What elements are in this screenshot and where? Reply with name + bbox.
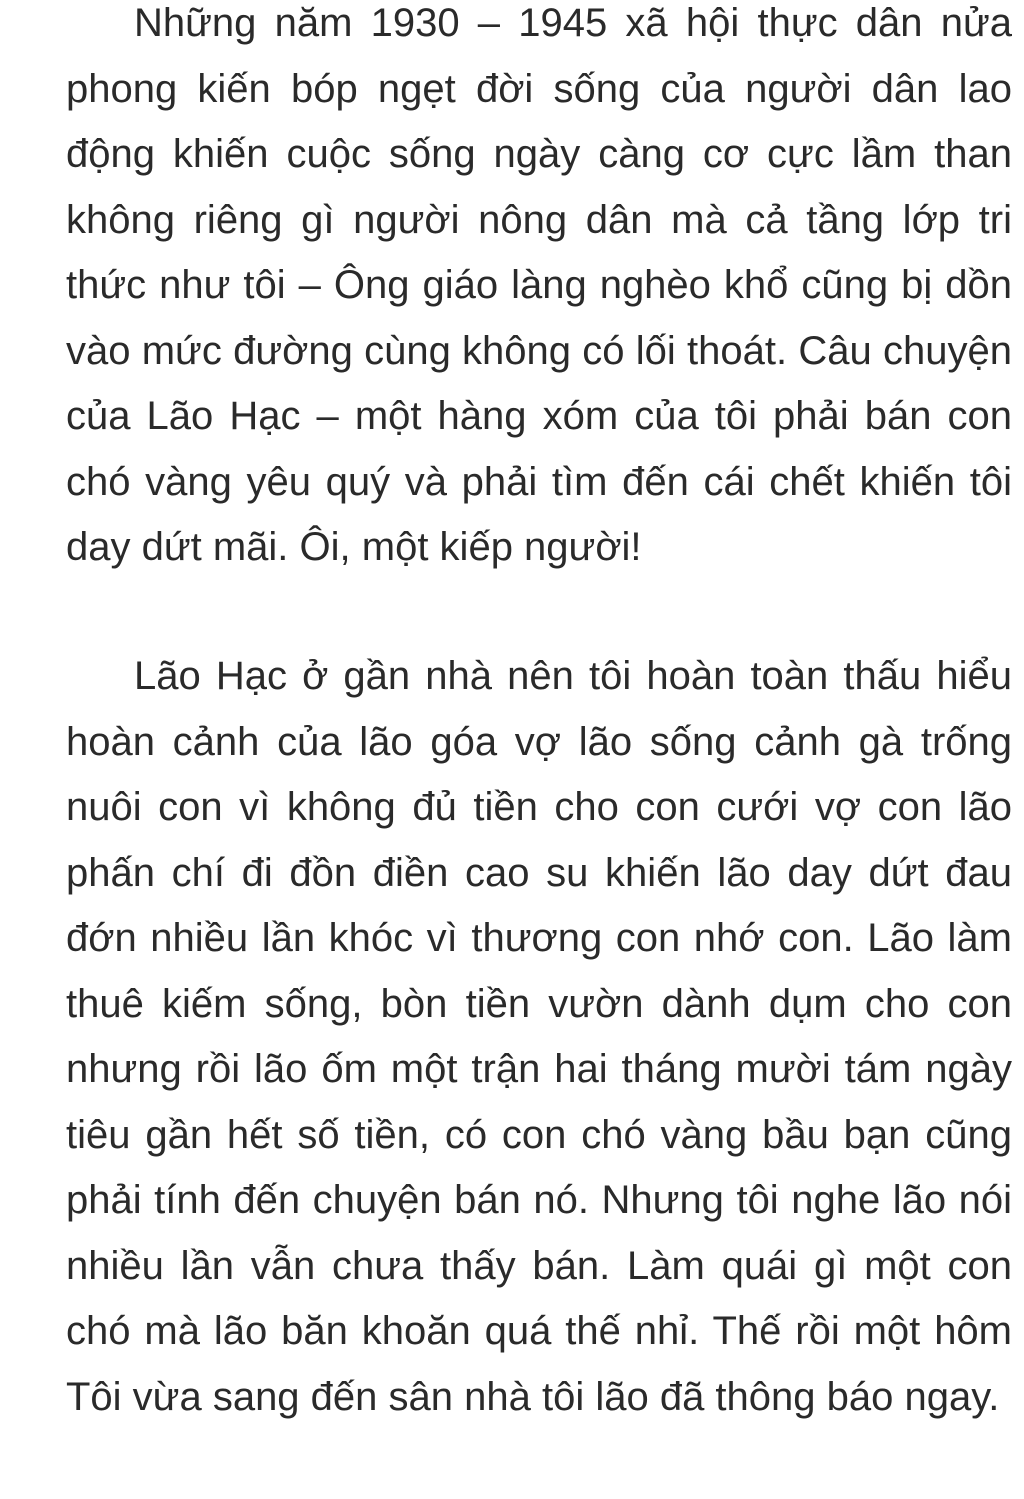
paragraph-1: Những năm 1930 – 1945 xã hội thực dân nửa phong kiến bóp ngẹt đời sống của người dân lao động khiến cuộc sống ngày càng cơ cực lầm than không riêng gì người nông dân mà cả tầng lớp tri thức như tôi – Ông giáo làng nghèo khổ cũng bị dồn vào mức đường cùng không có lối thoát. Câu chuyện của Lão Hạc – một hàng xóm của tôi phải bán con chó vàng yêu quý và phải tìm đến cái chết khiến tôi day dứt mãi. Ôi, một kiếp người! <box>66 1 1012 569</box>
paragraph-2: Lão Hạc ở gần nhà nên tôi hoàn toàn thấu hiểu hoàn cảnh của lão góa vợ lão sống cảnh gà trống nuôi con vì không đủ tiền cho con cưới vợ con lão phấn chí đi đồn điền cao su khiến lão day dứt đau đớn nhiều lần khóc vì thương con nhớ con. Lão làm thuê kiếm sống, bòn tiền vườn dành dụm cho con nhưng rồi lão ốm một trận hai tháng mười tám ngày tiêu gần hết số tiền, có con chó vàng bầu bạn cũng phải tính đến chuyện bán nó. Nhưng tôi nghe lão nói nhiều lần vẫn chưa thấy bán. Làm quái gì một con chó mà lão băn khoăn quá thế nhỉ. Thế rồi một hôm Tôi vừa sang đến sân nhà tôi lão đã thông báo ngay. <box>66 654 1012 1419</box>
